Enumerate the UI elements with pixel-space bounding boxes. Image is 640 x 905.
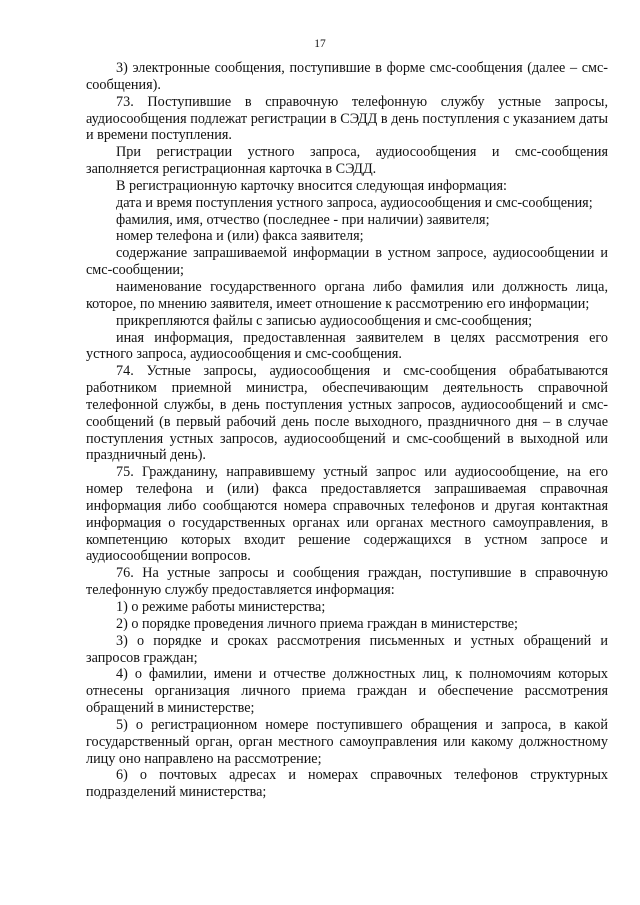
info-item-6: 6) о почтовых адресах и номерах справочных телефонов структурных подразделений министерства; (86, 767, 608, 801)
card-field-other-info: иная информация, предоставленная заявителем в целях рассмотрения его устного запроса, аудиосообщения и смс-сообщения. (86, 329, 608, 363)
paragraph-75: 75. Гражданину, направившему устный запрос или аудиосообщение, на его номер телефона и (или) факса предоставляется запрашиваемая справочная информация либо сообщаются номера справочных телефонов и другая контактная информация о государственных органах или органах местного самоуправления, в компетенцию которых входит решение содержащихся в устном запросе и аудиосообщении вопросов. (86, 464, 608, 565)
info-item-2: 2) о порядке проведения личного приема граждан в министерстве; (116, 615, 519, 632)
paragraph-registration-card: При регистрации устного запроса, аудиосообщения и смс-сообщения заполняется регистрационная карточка в СЭДД. (86, 144, 608, 178)
paragraph-card-contents-intro: В регистрационную карточку вносится следующая информация: (116, 177, 507, 194)
paragraph-74: 74. Устные запросы, аудиосообщения и смс-сообщения обрабатываются работником приемной министра, обеспечивающим деятельность справочной телефонной службы, в день поступления устных запросов, аудиосообщений и смс-сообщений (в первый рабочий день после выходного, праздничного дня – в случае поступления устных запросов, аудиосообщений и смс-сообщений в выходной или праздничный день). (86, 363, 608, 464)
document-body (86, 60, 608, 801)
info-item-3: 3) о порядке и сроках рассмотрения письменных и устных обращений и запросов граждан; (86, 632, 608, 666)
card-field-date-time: дата и время поступления устного запроса, аудиосообщения и смс-сообщения; (116, 194, 593, 211)
card-field-attachments: прикрепляются файлы с записью аудиосообщения и смс-сообщения; (116, 312, 533, 329)
page-number: 17 (314, 38, 326, 50)
card-field-request-content: содержание запрашиваемой информации в устном запросе, аудиосообщении и смс-сообщении; (86, 245, 608, 279)
card-field-full-name: фамилия, имя, отчество (последнее - при наличии) заявителя; (116, 211, 490, 228)
info-item-1: 1) о режиме работы министерства; (116, 599, 326, 615)
card-field-authority: наименование государственного органа либо фамилия или должность лица, которое, по мнению заявителя, имеет отношение к рассмотрению его информации; (86, 278, 608, 312)
info-item-5: 5) о регистрационном номере поступившего обращения и запроса, в какой государственный орган, орган местного самоуправления или какому должностному лицу оно направлено на рассмотрение; (86, 716, 608, 767)
card-field-phone-fax: номер телефона и (или) факса заявителя; (116, 228, 364, 245)
paragraph-item-3: 3) электронные сообщения, поступившие в форме смс-сообщения (далее – смс-сообщения). (86, 60, 608, 93)
paragraph-76: 76. На устные запросы и сообщения граждан, поступившие в справочную телефонную службу предоставляется информация: (86, 565, 608, 599)
paragraph-73: 73. Поступившие в справочную телефонную службу устные запросы, аудиосообщения подлежат регистрации в СЭДД в день поступления с указанием даты и времени поступления. (86, 93, 608, 144)
info-item-4: 4) о фамилии, имени и отчестве должностных лиц, к полномочиям которых отнесены организация личного приема граждан и обеспечение рассмотрения обращений в министерстве; (86, 666, 608, 717)
